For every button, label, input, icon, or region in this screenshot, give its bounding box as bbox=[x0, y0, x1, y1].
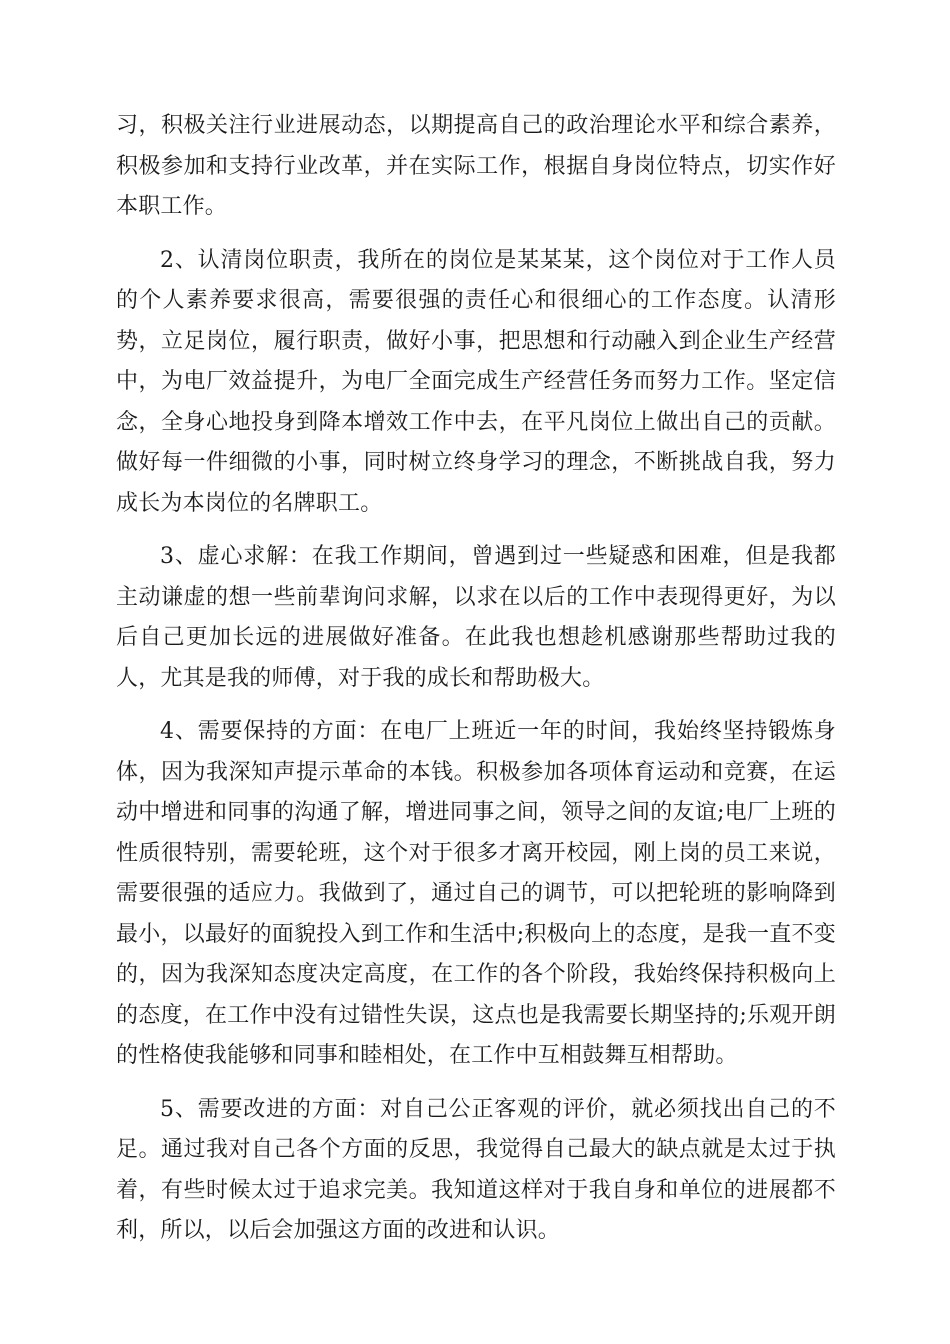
paragraph-3-humble-learning: 3、虚心求解：在我工作期间，曾遇到过一些疑惑和困难，但是我都主动谦虚的想一些前辈询问求解，以求在以后的工作中表现得更好，为以后自己更加长远的进展做好准备。在此我也想趁机感谢那些帮助过我的人，尤其是我的师傅，对于我的成长和帮助极大。 bbox=[116, 544, 836, 691]
paragraph-5-things-to-improve: 5、需要改进的方面：对自己公正客观的评价，就必须找出自己的不足。通过我对自己各个方面的反思，我觉得自己最大的缺点就是太过于执着，有些时候太过于追求完美。我知道这样对于我自身和单位的进展都不利，所以，以后会加强这方面的改进和认识。 bbox=[116, 1096, 836, 1243]
paragraph-continuation: 习，积极关注行业进展动态，以期提高自己的政治理论水平和综合素养，积极参加和支持行业改革，并在实际工作，根据自身岗位特点，切实作好本职工作。 bbox=[116, 113, 836, 219]
paragraph-2-job-duties: 2、认清岗位职责，我所在的岗位是某某某，这个岗位对于工作人员的个人素养要求很高，需要很强的责任心和很细心的工作态度。认清形势，立足岗位，履行职责，做好小事，把思想和行动融入到企业生产经营中，为电厂效益提升，为电厂全面完成生产经营任务而努力工作。坚定信念，全身心地投身到降本增效工作中去，在平凡岗位上做出自己的贡献。做好每一件细微的小事，同时树立终身学习的理念，不断挑战自我，努力成长为本岗位的名牌职工。 bbox=[116, 247, 836, 516]
document-body bbox=[116, 106, 836, 1265]
paragraph-4-things-to-keep: 4、需要保持的方面：在电厂上班近一年的时间，我始终坚持锻炼身体，因为我深知声提示革命的本钱。积极参加各项体育运动和竞赛，在运动中增进和同事的沟通了解，增进同事之间，领导之间的友谊;电厂上班的性质很特别，需要轮班，这个对于很多才离开校园，刚上岗的员工来说，需要很强的适应力。我做到了，通过自己的调节，可以把轮班的影响降到最小，以最好的面貌投入到工作和生活中;积极向上的态度，是我一直不变的，因为我深知态度决定高度，在工作的各个阶段，我始终保持积极向上的态度，在工作中没有过错性失误，这点也是我需要长期坚持的;乐观开朗的性格使我能够和同事和睦相处，在工作中互相鼓舞互相帮助。 bbox=[116, 719, 836, 1068]
